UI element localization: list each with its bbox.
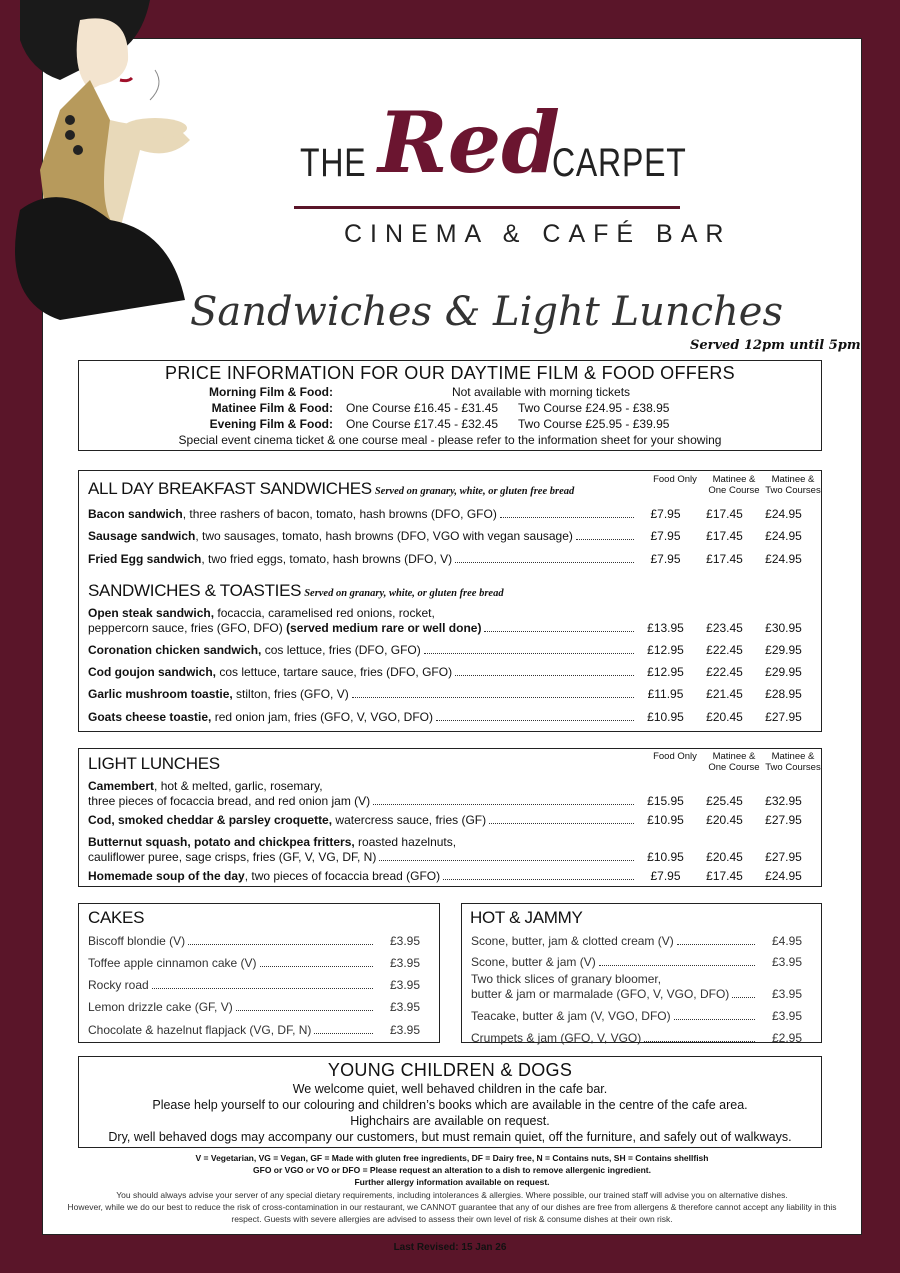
item-description: Scone, butter & jam (V) — [471, 955, 596, 969]
menu-item — [88, 850, 817, 865]
item-price-one: £22.45 — [706, 665, 743, 679]
children-text-line: Please help yourself to our colouring and children’s books which are available in the centre of the cafe area. — [152, 1098, 748, 1112]
item-description: Toffee apple cinnamon cake (V) — [88, 956, 257, 970]
price-info-one-course: One Course £17.45 - £32.45 — [346, 417, 499, 431]
dot-leader — [152, 988, 373, 989]
served-times: Served 12pm until 5pm — [690, 338, 861, 353]
dot-leader — [576, 539, 634, 540]
item-price-one: £25.45 — [706, 794, 743, 808]
item-price-one: £20.45 — [706, 710, 743, 724]
item-description: roasted hazelnuts, — [354, 835, 457, 849]
item-description: focaccia, caramelised red onions, rocket, — [214, 606, 435, 620]
item-price-two: £32.95 — [765, 794, 802, 808]
menu-item-line1: Two thick slices of granary bloomer, — [471, 972, 662, 986]
item-description: red onion jam, fries (GFO, V, VGO, DFO) — [211, 710, 434, 724]
logo-carpet: CARPET — [552, 141, 687, 185]
item-price-food: £12.95 — [647, 643, 684, 657]
dot-leader — [436, 720, 634, 721]
dot-leader — [489, 823, 634, 824]
menu-item — [471, 1031, 817, 1046]
item-price-food: £7.95 — [650, 507, 681, 521]
item-price-food: £7.95 — [650, 529, 681, 543]
item-name: Coronation chicken sandwich, — [88, 643, 262, 657]
item-desc — [88, 606, 435, 621]
item-price-two: £27.95 — [765, 710, 802, 724]
item-price-one: £17.45 — [706, 507, 743, 521]
price-info-label: Matinee Film & Food: — [211, 401, 333, 415]
item-name: Goats cheese toastie, — [88, 710, 212, 724]
cakes-box — [78, 903, 440, 1043]
item-price-food: £7.95 — [650, 869, 681, 883]
item-description: , three rashers of bacon, tomato, hash browns (DFO, GFO) — [182, 507, 497, 521]
item-desc — [88, 779, 323, 794]
item-description: cos lettuce, fries (DFO, GFO) — [261, 643, 421, 657]
item-desc-wrap — [88, 687, 636, 702]
dot-leader — [314, 1033, 373, 1034]
dot-leader — [455, 675, 634, 676]
menu-item — [88, 665, 817, 680]
dot-leader — [599, 965, 755, 966]
item-name: Garlic mushroom toastie, — [88, 687, 233, 701]
menu-item — [88, 956, 435, 971]
price-info-label: Evening Film & Food: — [209, 417, 333, 431]
item-desc-wrap — [88, 552, 636, 567]
dot-leader — [188, 944, 373, 945]
item-name: Open steak sandwich, — [88, 606, 215, 620]
menu-item — [88, 813, 817, 828]
dot-leader — [644, 1041, 755, 1042]
item-text — [88, 529, 573, 544]
item-text — [88, 621, 481, 636]
item-text — [88, 869, 440, 884]
column-header-two: Matinee & Two Courses — [765, 474, 821, 496]
column-header-food: Food Only — [653, 474, 697, 485]
section-title: LIGHT LUNCHES — [88, 754, 220, 773]
item-price: £3.95 — [389, 1023, 421, 1037]
item-price-two: £29.95 — [765, 643, 802, 657]
item-price: £3.95 — [771, 1009, 803, 1023]
price-info-note: Special event cinema ticket & one course meal - please refer to the information sheet for your showing — [178, 433, 722, 447]
price-info-label: Morning Film & Food: — [209, 385, 333, 399]
menu-item — [88, 1000, 435, 1015]
item-text — [88, 643, 421, 658]
children-text-line: We welcome quiet, well behaved children in the cafe bar. — [292, 1082, 608, 1096]
item-price-food: £15.95 — [647, 794, 684, 808]
price-info-two-course: Two Course £24.95 - £38.95 — [518, 401, 670, 415]
logo-subtitle: CINEMA & CAFÉ BAR — [344, 220, 732, 248]
item-desc-wrap — [471, 987, 757, 1002]
column-header-two: Matinee & Two Courses — [765, 751, 821, 773]
item-price: £3.95 — [389, 934, 421, 948]
item-name: Cod, smoked cheddar & parsley croquette, — [88, 813, 333, 827]
price-info-value: Not available with morning tickets — [451, 385, 631, 399]
item-description-line2: cauliflower puree, sage crisps, fries (GF, V, VG, DF, N) — [88, 850, 377, 864]
item-description-line2: three pieces of focaccia bread, and red onion jam (V) — [88, 794, 371, 808]
item-price: £4.95 — [771, 934, 803, 948]
price-info-box — [78, 360, 822, 451]
dot-leader — [260, 966, 373, 967]
item-description: , two fried eggs, tomato, hash browns (DFO, V) — [201, 552, 453, 566]
woman-illustration — [0, 0, 200, 320]
item-desc-wrap — [88, 1023, 375, 1038]
item-description: , two sausages, tomato, hash browns (DFO, VGO with vegan sausage) — [195, 529, 573, 543]
logo-divider — [294, 206, 680, 209]
menu-item — [88, 507, 817, 522]
item-price-two: £24.95 — [765, 869, 802, 883]
price-info-title: PRICE INFORMATION FOR OUR DAYTIME FILM & FOOD OFFERS — [165, 363, 735, 383]
allergen-key-line: Further allergy information available on request. — [354, 1177, 550, 1187]
menu-item — [88, 794, 817, 809]
column-header-one: Matinee & One Course — [708, 474, 760, 496]
menu-item — [88, 1023, 435, 1038]
section-title: HOT & JAMMY — [470, 908, 583, 927]
price-info-row — [79, 384, 821, 400]
item-desc-wrap — [88, 529, 636, 544]
item-price-one: £21.45 — [706, 687, 743, 701]
allergy-disclaimer: You should always advise your server of any special dietary requirements, including intolerances & allergies. Where possible, our trained staff will advise you on alternative dishes. — [116, 1190, 788, 1200]
column-header-one: Matinee & One Course — [708, 751, 760, 773]
item-text — [88, 710, 433, 725]
allergen-key-line: V = Vegetarian, VG = Vegan, GF = Made with gluten free ingredients, DF = Dairy free, N = Contains nuts, SH = Contains shellfish — [195, 1153, 709, 1163]
price-info-two-course: Two Course £25.95 - £39.95 — [518, 417, 670, 431]
item-description: Lemon drizzle cake (GF, V) — [88, 1000, 233, 1014]
item-name: Fried Egg sandwich — [88, 552, 202, 566]
menu-item — [471, 1009, 817, 1024]
dot-leader — [674, 1019, 755, 1020]
dot-leader — [352, 697, 634, 698]
item-price-one: £20.45 — [706, 850, 743, 864]
item-price-one: £17.45 — [706, 552, 743, 566]
price-info-one-course: One Course £16.45 - £31.45 — [346, 401, 499, 415]
allergen-key-line: GFO or VGO or VO or DFO = Please request an alteration to a dish to remove allergenic ingredient. — [253, 1165, 651, 1175]
item-desc-wrap — [88, 850, 636, 865]
children-text-line: Highchairs are available on request. — [350, 1114, 550, 1128]
dot-leader — [443, 879, 634, 880]
item-price-food: £10.95 — [647, 850, 684, 864]
menu-item — [88, 869, 817, 884]
last-revised: Last Revised: 15 Jan 26 — [393, 1242, 507, 1253]
menu-item — [88, 552, 817, 567]
menu-item-line1 — [88, 835, 817, 850]
item-description: Rocky road — [88, 978, 149, 992]
item-description: Crumpets & jam (GFO, V, VGO) — [471, 1031, 642, 1045]
allergy-disclaimer: However, while we do our best to reduce the risk of cross-contamination in our restaurant, we CANNOT guarantee that any of our dishes are free from allergens & therefore cannot accept any liability in this respect. Guests with severe allergies are advised to assess their own level of risk & consume dishes at their own risk. — [67, 1202, 837, 1224]
dot-leader — [424, 653, 634, 654]
item-price-two: £30.95 — [765, 621, 802, 635]
item-desc-wrap — [88, 643, 636, 658]
children-text-line: Dry, well behaved dogs may accompany our customers, but must remain quiet, off the furniture, and safely out of walkways. — [108, 1130, 792, 1144]
item-price-two: £24.95 — [765, 507, 802, 521]
item-description: cos lettuce, tartare sauce, fries (DFO, GFO) — [216, 665, 453, 679]
menu-item — [88, 643, 817, 658]
dot-leader — [677, 944, 755, 945]
item-text — [88, 552, 452, 567]
item-desc-wrap — [471, 1009, 757, 1024]
item-price-one: £17.45 — [706, 869, 743, 883]
light-lunches-heading — [88, 754, 220, 774]
item-price-two: £27.95 — [765, 850, 802, 864]
menu-item — [471, 987, 817, 1002]
menu-item — [88, 687, 817, 702]
section-subtitle: Served on granary, white, or gluten free bread — [374, 486, 575, 497]
menu-item — [88, 978, 435, 993]
menu-item — [88, 934, 435, 949]
item-desc-wrap — [471, 934, 757, 949]
item-desc-wrap — [88, 507, 636, 522]
item-desc-wrap — [471, 955, 757, 970]
item-text — [88, 850, 376, 865]
dot-leader — [455, 562, 634, 563]
item-text — [88, 687, 349, 702]
item-description: Scone, butter, jam & clotted cream (V) — [471, 934, 674, 948]
item-desc-wrap — [88, 621, 636, 636]
column-header-food: Food Only — [653, 751, 697, 762]
section-title: SANDWICHES & TOASTIES — [88, 581, 302, 600]
item-description: Biscoff blondie (V) — [88, 934, 186, 948]
item-note: (served medium rare or well done) — [286, 621, 482, 635]
item-text — [88, 813, 486, 828]
item-price: £2.95 — [771, 1031, 803, 1045]
item-text — [88, 794, 370, 809]
item-price-food: £7.95 — [650, 552, 681, 566]
dot-leader — [732, 997, 755, 998]
menu-item — [88, 529, 817, 544]
logo-the: THE — [300, 141, 367, 185]
breakfast-heading — [88, 479, 574, 499]
dot-leader — [484, 631, 634, 632]
breakfast-sandwiches-box — [78, 470, 822, 732]
item-price-one: £17.45 — [706, 529, 743, 543]
dot-leader — [373, 804, 634, 805]
menu-item — [88, 710, 817, 725]
item-description: stilton, fries (GFO, V) — [232, 687, 349, 701]
item-desc-wrap — [88, 869, 636, 884]
item-name: Cod goujon sandwich, — [88, 665, 216, 679]
logo-red: Red — [378, 93, 560, 192]
item-name: Butternut squash, potato and chickpea fritters, — [88, 835, 355, 849]
menu-item — [471, 934, 817, 949]
item-price: £3.95 — [389, 978, 421, 992]
item-price: £3.95 — [771, 987, 803, 1001]
item-desc-wrap — [88, 956, 375, 971]
item-description: Teacake, butter & jam (V, VGO, DFO) — [471, 1009, 671, 1023]
menu-item — [471, 955, 817, 970]
item-name: Camembert — [88, 779, 155, 793]
item-price: £3.95 — [771, 955, 803, 969]
section-title: YOUNG CHILDREN & DOGS — [327, 1060, 573, 1080]
section-title: ALL DAY BREAKFAST SANDWICHES — [88, 479, 372, 498]
sandwiches-heading — [88, 581, 504, 601]
item-text — [88, 507, 497, 522]
item-desc-wrap — [88, 710, 636, 725]
page-title: Sandwiches & Light Lunches — [190, 289, 784, 335]
item-desc — [88, 835, 456, 850]
item-price-two: £24.95 — [765, 552, 802, 566]
item-price-food: £13.95 — [647, 621, 684, 635]
item-price-food: £12.95 — [647, 665, 684, 679]
menu-item — [88, 621, 817, 636]
item-desc-wrap — [88, 813, 636, 828]
item-text — [88, 665, 452, 680]
item-description: butter & jam or marmalade (GFO, V, VGO, DFO) — [471, 987, 730, 1001]
menu-item-line1 — [88, 606, 817, 621]
item-price-one: £22.45 — [706, 643, 743, 657]
item-desc-wrap — [88, 934, 375, 949]
item-price-two: £28.95 — [765, 687, 802, 701]
item-desc-wrap — [88, 665, 636, 680]
item-price-food: £10.95 — [647, 813, 684, 827]
item-description-line2: peppercorn sauce, fries (GFO, DFO) — [88, 621, 287, 635]
item-desc-wrap — [88, 978, 375, 993]
children-dogs-box — [78, 1056, 822, 1148]
item-name: Bacon sandwich — [88, 507, 183, 521]
item-price: £3.95 — [389, 1000, 421, 1014]
item-description: Chocolate & hazelnut flapjack (VG, DF, N) — [88, 1023, 312, 1037]
item-price-two: £24.95 — [765, 529, 802, 543]
item-price-two: £27.95 — [765, 813, 802, 827]
item-price-one: £23.45 — [706, 621, 743, 635]
price-info-row — [79, 400, 821, 416]
item-desc-wrap — [471, 1031, 757, 1046]
item-name: Sausage sandwich — [88, 529, 196, 543]
price-info-row — [79, 416, 821, 432]
item-price-food: £10.95 — [647, 710, 684, 724]
item-description: watercress sauce, fries (GF) — [332, 813, 487, 827]
item-desc-wrap — [88, 794, 636, 809]
item-price: £3.95 — [389, 956, 421, 970]
light-lunches-box — [78, 748, 822, 887]
section-subtitle: Served on granary, white, or gluten free bread — [304, 588, 504, 599]
item-desc-wrap — [88, 1000, 375, 1015]
item-description: , hot & melted, garlic, rosemary, — [154, 779, 323, 793]
dot-leader — [379, 860, 634, 861]
item-price-food: £11.95 — [647, 687, 684, 701]
item-name: Homemade soup of the day — [88, 869, 245, 883]
item-price-two: £29.95 — [765, 665, 802, 679]
dot-leader — [236, 1010, 373, 1011]
dot-leader — [500, 517, 634, 518]
hot-jammy-box — [461, 903, 822, 1043]
item-price-one: £20.45 — [706, 813, 743, 827]
menu-item-line1 — [88, 779, 817, 794]
section-title: CAKES — [88, 908, 145, 927]
item-description: , two pieces of focaccia bread (GFO) — [244, 869, 441, 883]
